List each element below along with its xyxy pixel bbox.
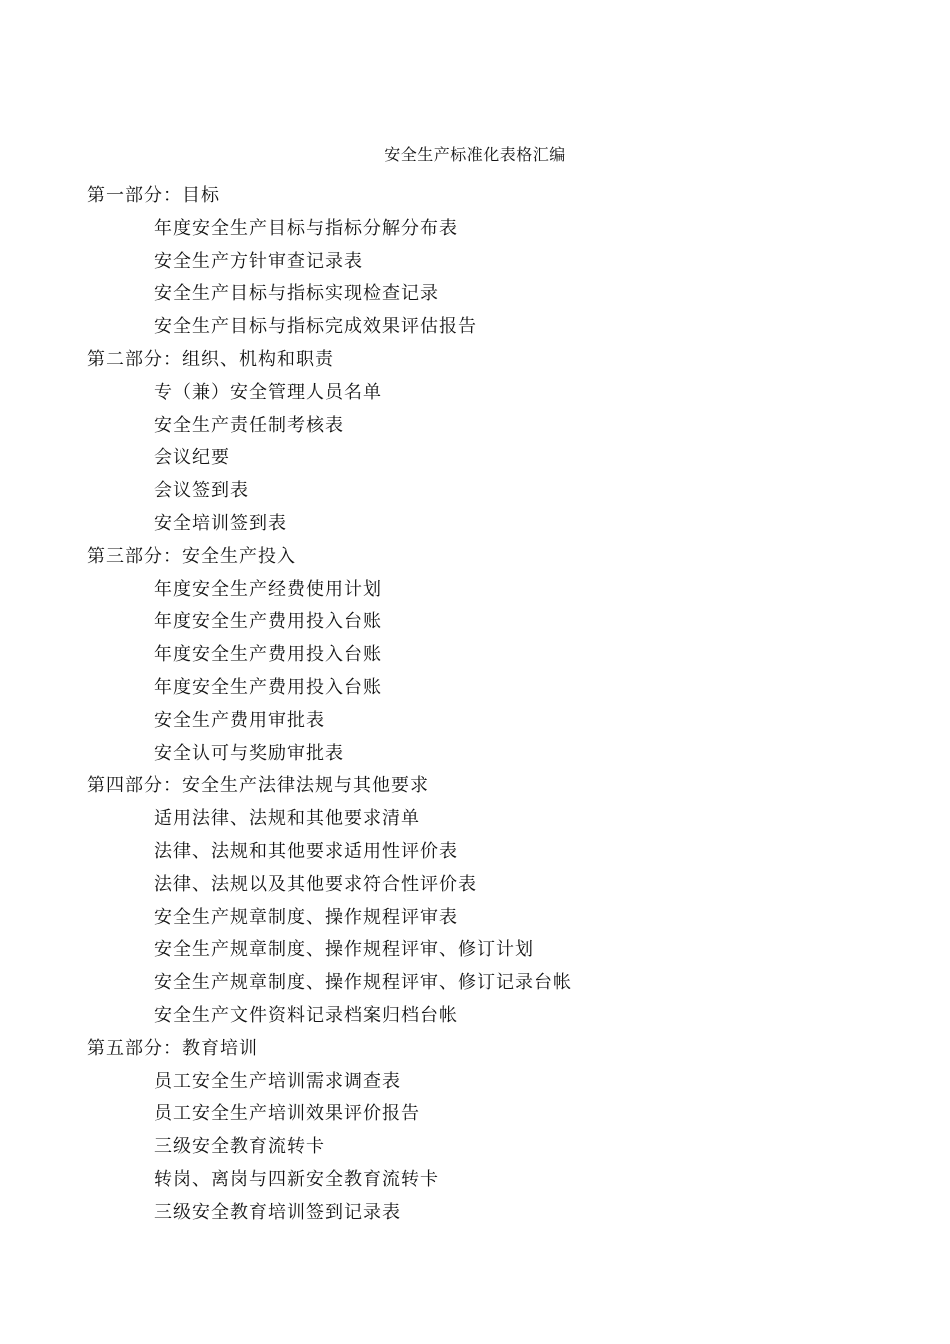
section-heading-2: 第二部分：组织、机构和职责 [87, 348, 334, 370]
list-item: 安全生产文件资料记录档案归档台帐 [154, 1004, 458, 1026]
list-item: 三级安全教育流转卡 [154, 1136, 325, 1158]
list-item: 三级安全教育培训签到记录表 [154, 1201, 401, 1223]
section-heading-5: 第五部分：教育培训 [87, 1037, 258, 1059]
list-item: 会议签到表 [154, 480, 249, 502]
list-item: 安全生产目标与指标实现检查记录 [154, 283, 439, 305]
table-of-contents [0, 180, 950, 1230]
list-item: 年度安全生产目标与指标分解分布表 [154, 217, 458, 239]
list-item: 法律、法规和其他要求适用性评价表 [154, 840, 458, 862]
list-item: 年度安全生产费用投入台账 [154, 644, 382, 666]
list-item: 年度安全生产经费使用计划 [154, 578, 382, 600]
list-item: 安全生产目标与指标完成效果评估报告 [154, 316, 477, 338]
list-item: 安全生产规章制度、操作规程评审、修订计划 [154, 939, 534, 961]
list-item: 安全生产规章制度、操作规程评审、修订记录台帐 [154, 972, 572, 994]
list-item: 会议纪要 [154, 447, 230, 469]
section-heading-4: 第四部分：安全生产法律法规与其他要求 [87, 775, 429, 797]
list-item: 法律、法规以及其他要求符合性评价表 [154, 873, 477, 895]
list-item: 安全培训签到表 [154, 512, 287, 534]
list-item: 员工安全生产培训效果评价报告 [154, 1103, 420, 1125]
list-item: 员工安全生产培训需求调查表 [154, 1070, 401, 1092]
list-item: 专（兼）安全管理人员名单 [154, 381, 382, 403]
list-item: 年度安全生产费用投入台账 [154, 676, 382, 698]
list-item: 安全生产责任制考核表 [154, 414, 344, 436]
list-item: 安全生产方针审查记录表 [154, 250, 363, 272]
list-item: 安全生产费用审批表 [154, 709, 325, 731]
section-heading-1: 第一部分：目标 [87, 185, 220, 206]
list-item: 适用法律、法规和其他要求清单 [154, 808, 420, 830]
list-item: 安全认可与奖励审批表 [154, 742, 344, 764]
list-item: 年度安全生产费用投入台账 [154, 611, 382, 633]
list-item: 转岗、离岗与四新安全教育流转卡 [154, 1168, 439, 1190]
section-heading-3: 第三部分：安全生产投入 [87, 545, 296, 567]
list-item: 安全生产规章制度、操作规程评审表 [154, 906, 458, 928]
document-title: 安全生产标准化表格汇编 [384, 145, 566, 164]
